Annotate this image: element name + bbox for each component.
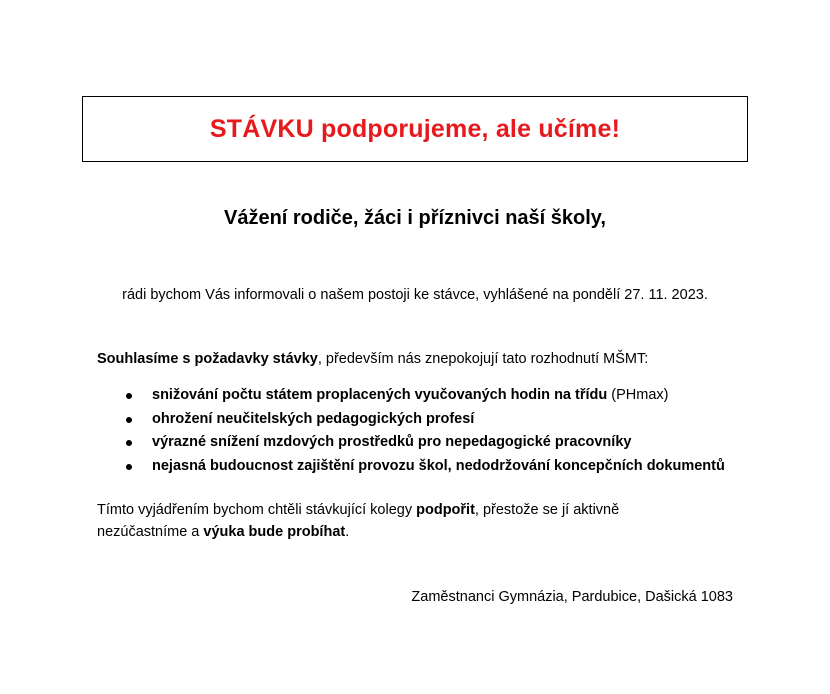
intro-paragraph: rádi bychom Vás informovali o našem postoji ke stávce, vyhlášené na pondělí 27. 11. 2023. <box>122 287 708 303</box>
page-title: STÁVKU podporujeme, ale učíme! <box>209 114 621 143</box>
list-item-bold: ohrožení neučitelských pedagogických profesí <box>152 410 475 427</box>
closing-text-2: , přestože se jí aktivně nezúčastníme a <box>97 502 620 540</box>
agree-paragraph <box>97 351 648 367</box>
closing-text-1: Tímto vyjádřením bychom chtěli stávkující kolegy <box>97 502 417 518</box>
list-item-bold: snižování počtu státem proplacených vyučovaných hodin na třídu <box>152 387 608 403</box>
closing-bold-support: podpořit <box>416 502 475 518</box>
greeting-heading: Vážení rodiče, žáci i příznivci naší školy, <box>223 207 606 229</box>
concerns-list <box>124 387 725 481</box>
list-item-bold: výrazné snížení mzdových prostředků pro nepedagogické pracovníky <box>152 434 632 450</box>
list-item <box>124 411 725 435</box>
closing-bold-teaching: výuka bude probíhat <box>203 524 346 540</box>
bullet-dot-icon <box>126 417 132 423</box>
title-box <box>82 96 748 162</box>
agree-bold-text: Souhlasíme s požadavky stávky <box>97 351 318 367</box>
list-item <box>124 434 725 458</box>
bullet-dot-icon <box>126 393 132 399</box>
list-item-bold: nejasná budoucnost zajištění provozu škol, nedodržování koncepčních dokumentů <box>152 457 725 474</box>
closing-paragraph <box>97 499 697 543</box>
agree-rest-text: , především nás znepokojují tato rozhodnutí MŠMT: <box>317 351 649 367</box>
list-item <box>124 387 725 411</box>
list-item-rest: (PHmax) <box>607 387 669 403</box>
list-item <box>124 458 725 482</box>
closing-text-3: . <box>345 524 350 540</box>
signature: Zaměstnanci Gymnázia, Pardubice, Dašická 1083 <box>411 589 733 605</box>
bullet-dot-icon <box>126 464 132 470</box>
bullet-dot-icon <box>126 440 132 446</box>
